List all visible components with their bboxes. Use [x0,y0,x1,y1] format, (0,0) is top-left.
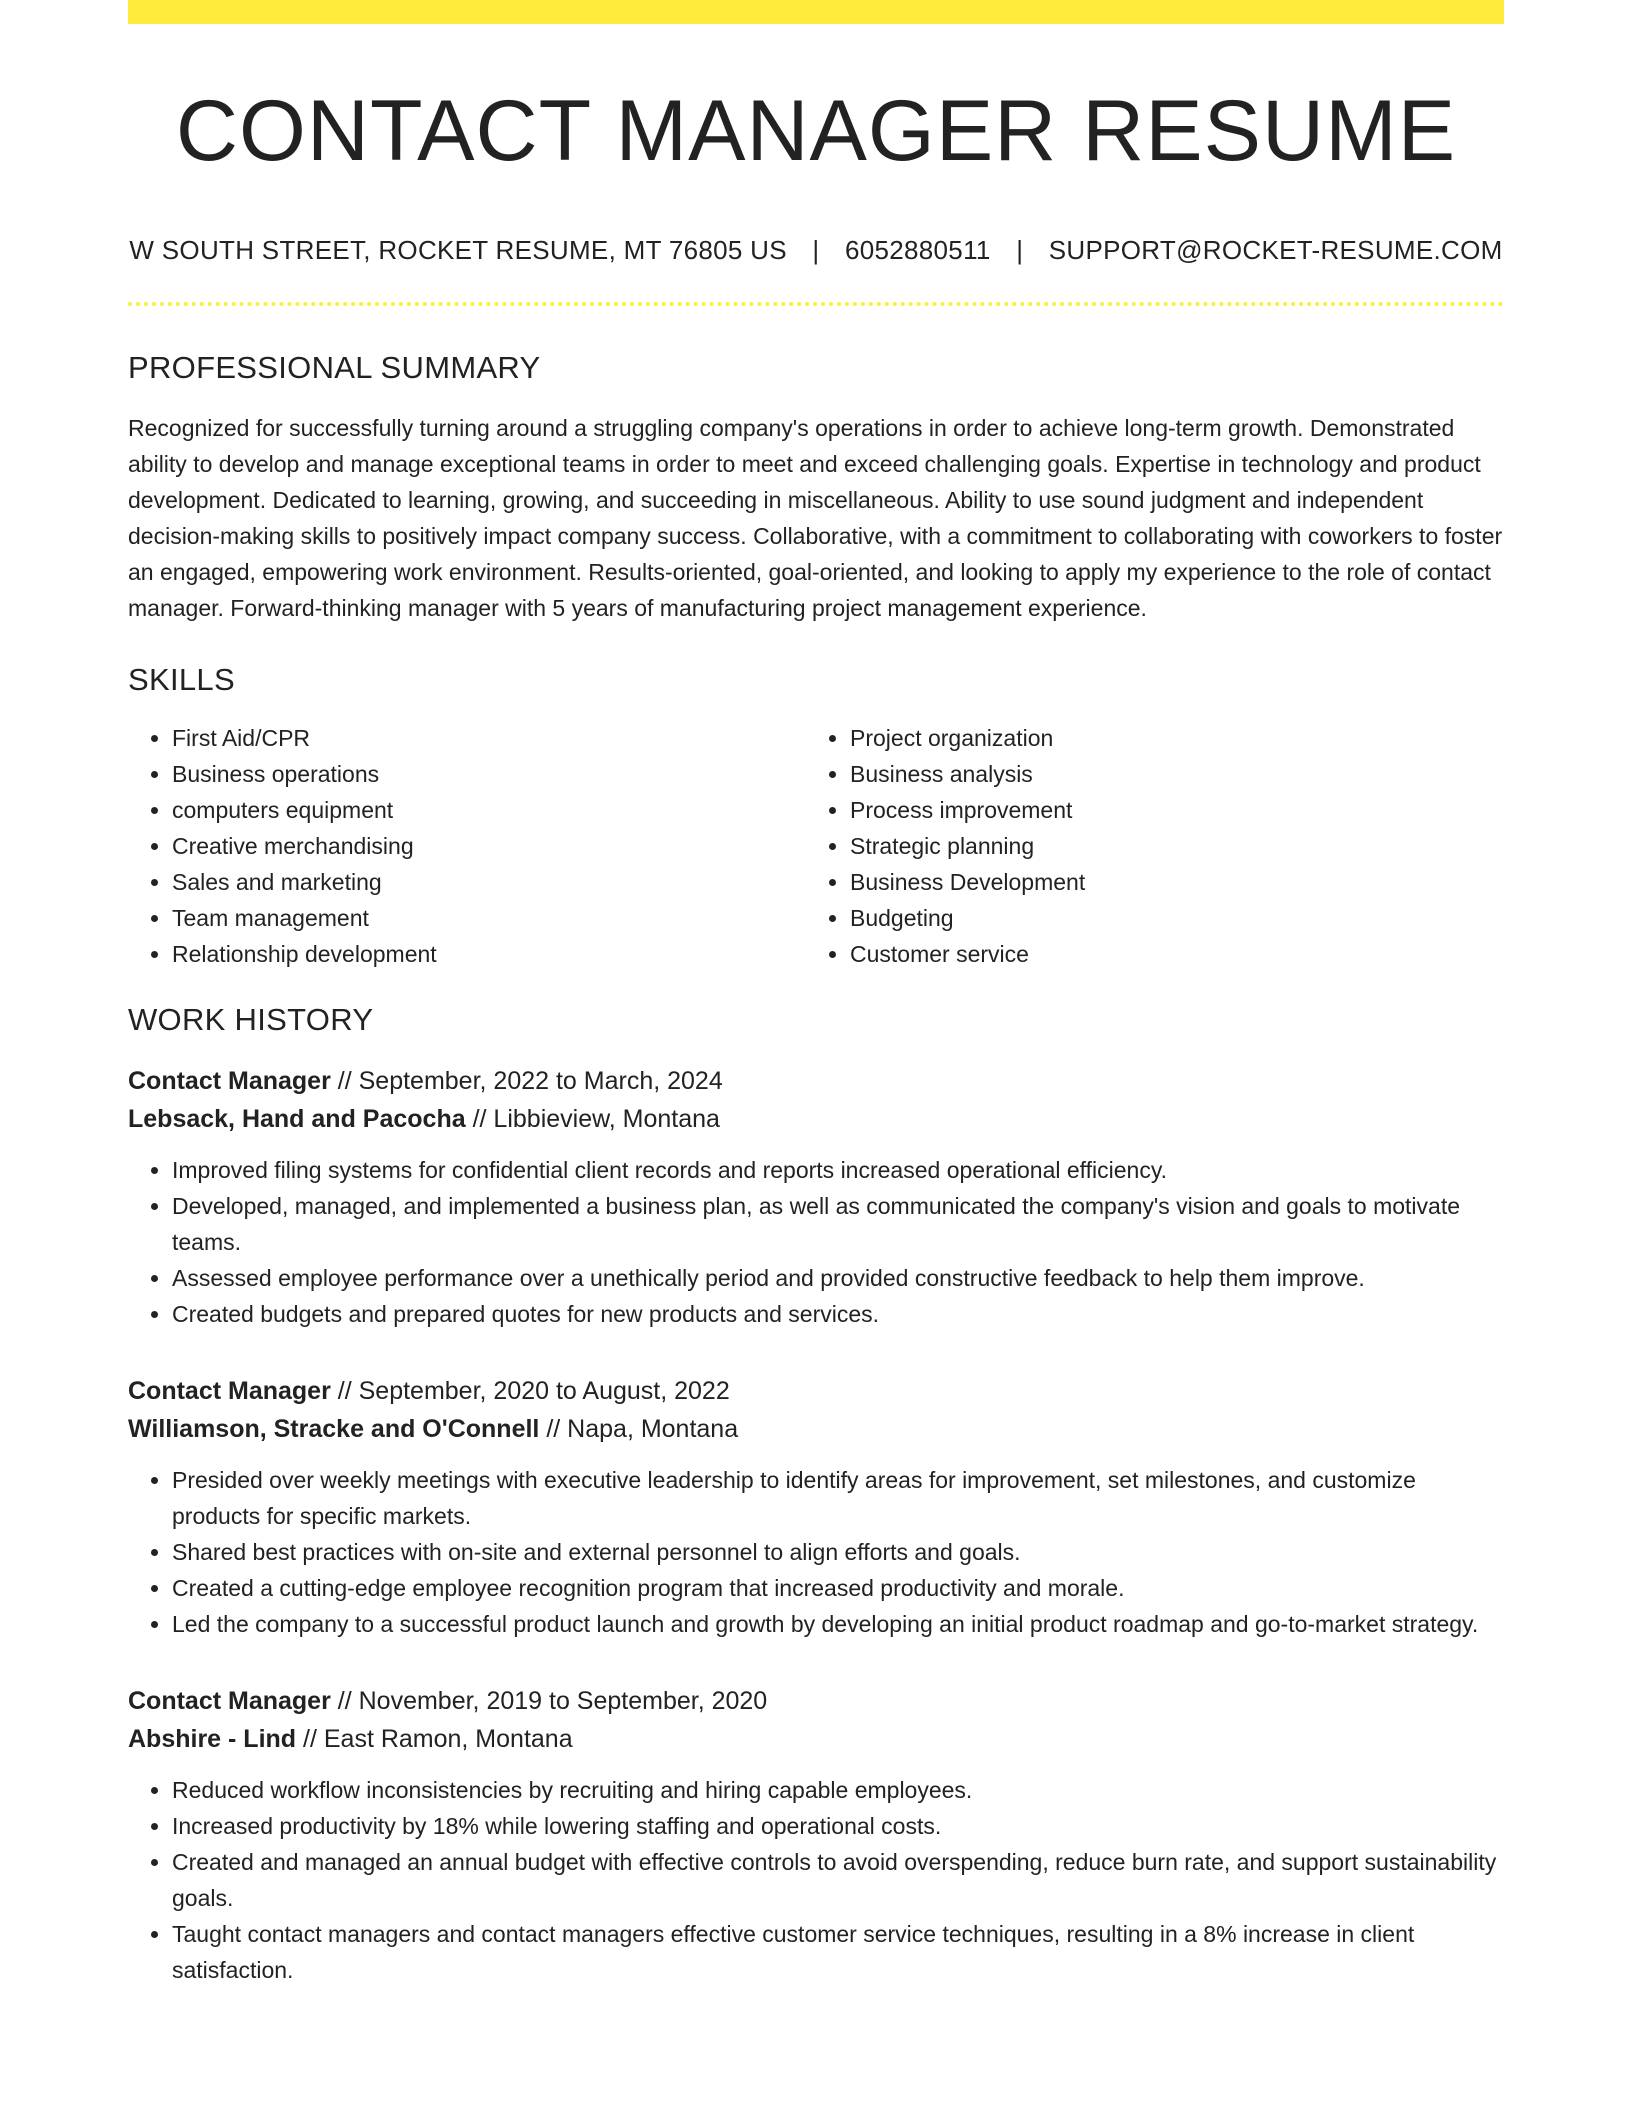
job-bullet: • Improved filing systems for confidential client records and reports increased operational efficiency. [172,1152,1504,1188]
skill-item: • Sales and marketing [172,864,806,900]
contact-separator: | [1016,234,1024,265]
job-dates: November, 2019 to September, 2020 [358,1686,768,1715]
skill-item: • Business analysis [850,756,1484,792]
address-text: W SOUTH STREET, ROCKET RESUME, MT 76805 US [129,234,787,265]
resume-page [128,0,1504,1988]
skill-item: • Customer service [850,936,1484,972]
job-bullet: • Created budgets and prepared quotes for new products and services. [172,1296,1504,1332]
job-connector: // [330,1066,359,1095]
job-bullet: • Led the company to a successful product launch and growth by developing an initial product roadmap and go-to-market strategy. [172,1606,1504,1642]
job-bullet: • Increased productivity by 18% while lowering staffing and operational costs. [172,1808,1504,1844]
skill-item: • Process improvement [850,792,1484,828]
skill-item: • Project organization [850,720,1484,756]
job-title: Contact Manager [128,1686,331,1715]
job-company-line [128,1410,1504,1448]
job-entry [128,1062,1504,1332]
skills-list-left [128,720,806,972]
job-dates: September, 2022 to March, 2024 [358,1066,723,1095]
skill-item: • Relationship development [172,936,806,972]
job-title: Contact Manager [128,1066,331,1095]
page-title: CONTACT MANAGER RESUME [175,83,1457,179]
job-location: Libbieview, Montana [493,1104,720,1133]
job-bullet-list [128,1772,1504,1988]
job-entry [128,1372,1504,1642]
skill-item: • First Aid/CPR [172,720,806,756]
skills-grid [128,720,1504,972]
job-title-line [128,1062,1504,1100]
email-text: SUPPORT@ROCKET-RESUME.COM [1048,234,1503,265]
job-company: Lebsack, Hand and Pacocha [128,1104,466,1133]
job-connector: // [330,1686,359,1715]
phone-text: 6052880511 [844,234,991,265]
job-connector: // [296,1724,324,1753]
job-bullet: • Taught contact managers and contact managers effective customer service techniques, resulting in a 8% increase in client satisfaction. [172,1916,1504,1988]
summary-text: Recognized for successfully turning around a struggling company's operations in order to achieve long-term growth. Demonstrated ability to develop and manage exceptional teams in order to meet and exceed challenging goals. Expertise in technology and product development. Dedicated to learning, growing, and succeeding in miscellaneous. Ability to use sound judgment and independent decision-making skills to positively impact company success. Collaborative, with a commitment to collaborating with coworkers to foster an engaged, empowering work environment. Results-oriented, goal-oriented, and looking to apply my experience to the role of contact manager. Forward-thinking manager with 5 years of manufacturing project management experience. [128,414,1503,621]
job-bullet: • Reduced workflow inconsistencies by recruiting and hiring capable employees. [172,1772,1504,1808]
job-connector: // [539,1414,568,1443]
skill-item: • Business Development [850,864,1484,900]
job-dates: September, 2020 to August, 2022 [358,1376,730,1405]
contact-line [128,235,1504,266]
job-bullet: • Presided over weekly meetings with executive leadership to identify areas for improvement, set milestones, and customize products for specific markets. [172,1462,1504,1534]
job-company: Abshire - Lind [128,1724,297,1753]
top-accent-bar [128,0,1504,24]
job-title-line [128,1372,1504,1410]
skill-item: • Team management [172,900,806,936]
skill-item: • Business operations [172,756,806,792]
job-title: Contact Manager [128,1376,331,1405]
skills-heading: SKILLS [128,661,235,697]
job-bullet: • Created and managed an annual budget with effective controls to avoid overspending, reduce burn rate, and support sustainability goals. [172,1844,1504,1916]
job-bullet-list [128,1152,1504,1332]
job-entry [128,1682,1504,1988]
summary-heading: PROFESSIONAL SUMMARY [128,349,541,385]
skill-item: • Strategic planning [850,828,1484,864]
skill-item: • computers equipment [172,792,806,828]
job-location: Napa, Montana [567,1414,739,1443]
contact-separator: | [812,234,820,265]
work-history-heading: WORK HISTORY [128,1001,374,1037]
job-bullet-list [128,1462,1504,1642]
job-location: East Ramon, Montana [323,1724,573,1753]
job-connector: // [330,1376,359,1405]
job-company-line [128,1100,1504,1138]
skill-item: • Creative merchandising [172,828,806,864]
job-company: Williamson, Stracke and O'Connell [128,1414,540,1443]
job-bullet: • Created a cutting-edge employee recognition program that increased productivity and morale. [172,1570,1504,1606]
skill-item: • Budgeting [850,900,1484,936]
job-title-line [128,1682,1504,1720]
job-bullet: • Assessed employee performance over a unethically period and provided constructive feedback to help them improve. [172,1260,1504,1296]
job-bullet: • Developed, managed, and implemented a business plan, as well as communicated the company's vision and goals to motivate teams. [172,1188,1504,1260]
job-bullet: • Shared best practices with on-site and external personnel to align efforts and goals. [172,1534,1504,1570]
job-connector: // [465,1104,494,1133]
skills-list-right [806,720,1484,972]
section-divider [128,302,1504,306]
job-company-line [128,1720,1504,1758]
